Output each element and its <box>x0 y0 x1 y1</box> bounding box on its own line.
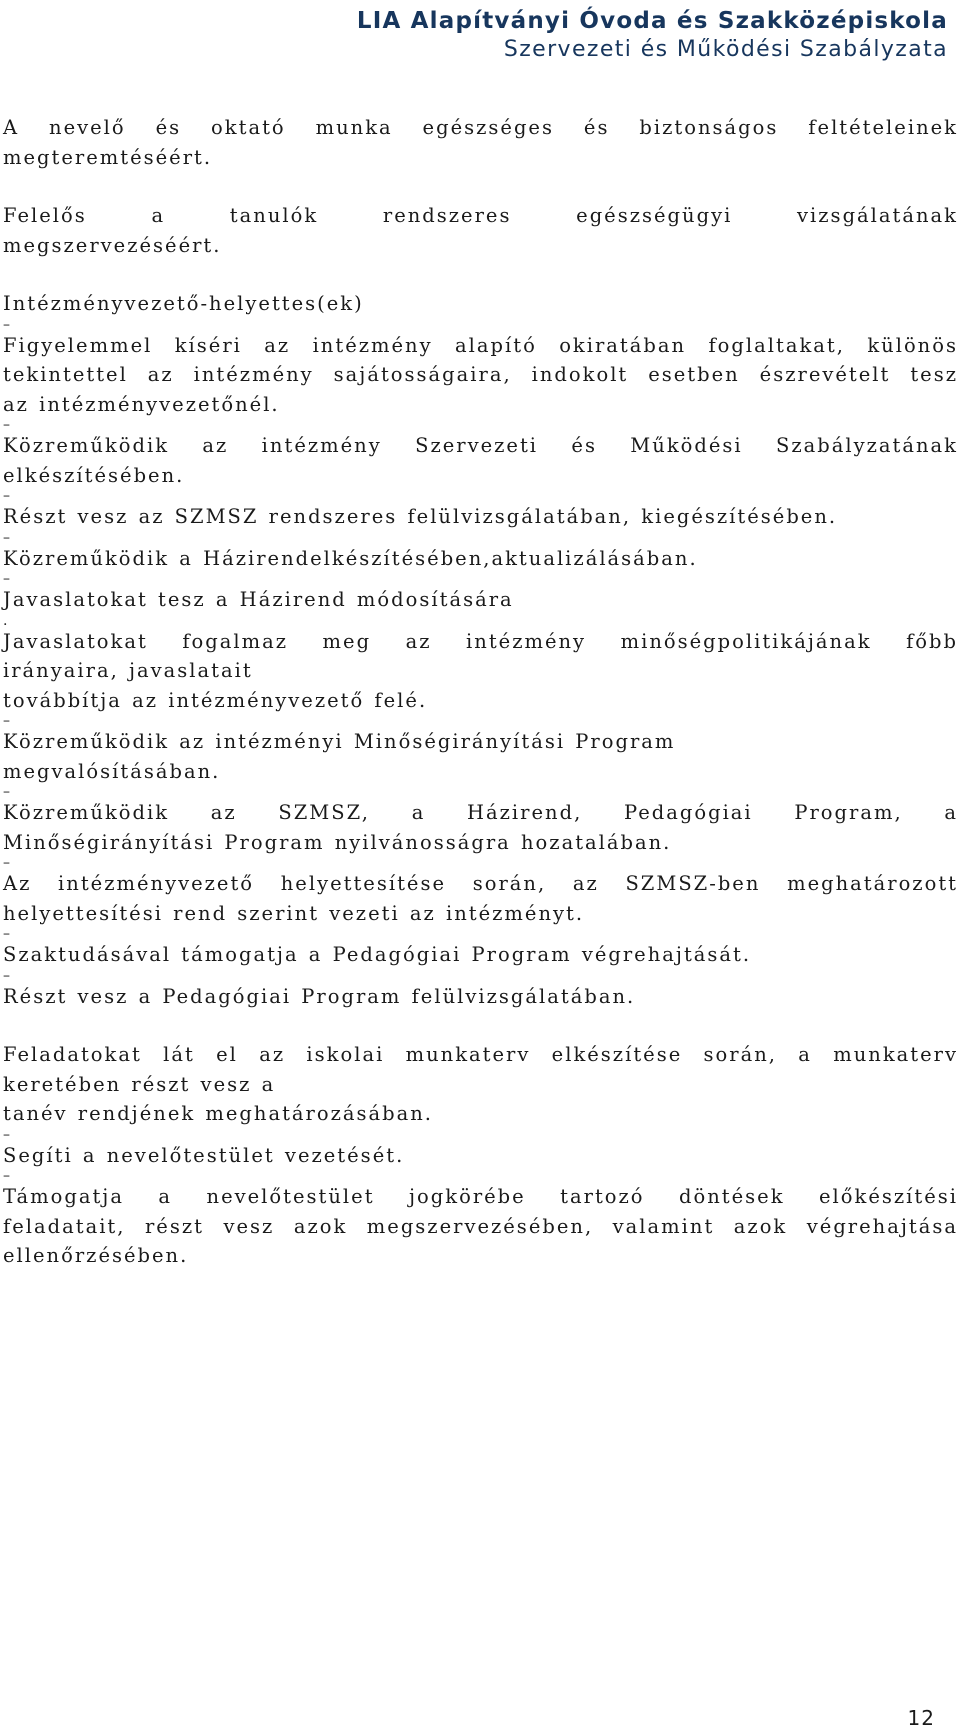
list-dash: – <box>3 967 10 984</box>
list-item-line: Az intézményvezető helyettesítése során, az SZMSZ-ben meghatározott <box>3 872 958 895</box>
list-dash: – <box>3 571 10 587</box>
list-item-line: feladatait, részt vesz azok megszervezésében, valamint azok végrehajtása <box>3 1214 958 1238</box>
header-title: LIA Alapítványi Óvoda és Szakközépiskola <box>356 8 948 34</box>
list-dash: – <box>3 784 10 800</box>
list-item-line: Közreműködik a Házirendelkészítésében,aktualizálásában. <box>3 546 698 570</box>
section-heading: Intézményvezető-helyettes(ek) <box>3 292 364 315</box>
list-item-line: Támogatja a nevelőtestület jogkörébe tartozó döntések előkészítési <box>3 1185 958 1208</box>
paragraph-line: megszervezéséért. <box>3 233 222 257</box>
list-item-line: helyettesítési rend szerint vezeti az intézményt. <box>3 901 585 925</box>
page-header <box>357 6 948 64</box>
list-item-line: Javaslatokat fogalmaz meg az intézmény minőségpolitikájának főbb <box>3 629 958 653</box>
page-number: 12 <box>907 1706 935 1730</box>
paragraph-line: Felelős a tanulók rendszeres egészségügyi vizsgálatának <box>3 204 958 227</box>
list-item-line: tanév rendjének meghatározásában. <box>3 1102 433 1125</box>
list-dash: – <box>3 926 10 942</box>
list-item-line: ellenőrzésében. <box>3 1244 189 1267</box>
list-dash: – <box>3 529 10 546</box>
list-dash: – <box>3 1126 10 1143</box>
list-item-line: Javaslatokat tesz a Házirend módosítására <box>3 588 514 611</box>
list-item-line: Részt vesz az SZMSZ rendszeres felülvizsgálatában, kiegészítésében. <box>3 505 838 528</box>
list-item-line: Figyelemmel kíséri az intézmény alapító okiratában foglaltakat, különös <box>3 333 958 357</box>
list-dot: . <box>3 612 8 629</box>
list-item-line: továbbítja az intézményvezető felé. <box>3 688 428 712</box>
list-item-line: Feladatokat lát el az iskolai munkaterv elkészítése során, a munkaterv <box>3 1043 958 1066</box>
list-item-line: Közreműködik az intézmény Szervezeti és Működési Szabályzatának <box>3 434 958 457</box>
list-dash: – <box>3 417 10 433</box>
list-item-line: Közreműködik az intézményi Minőségirányítási Program <box>3 730 676 753</box>
list-item-line: az intézményvezetőnél. <box>3 392 280 416</box>
list-dash: – <box>3 713 10 729</box>
list-item-line: tekintettel az intézmény sajátosságaira, indokolt esetben észrevételt tesz <box>3 363 958 386</box>
list-item-line: Közreműködik az SZMSZ, a Házirend, Pedagógiai Program, a <box>3 801 958 824</box>
header-subtitle: Szervezeti és Működési Szabályzata <box>503 37 948 62</box>
list-item-line: keretében részt vesz a <box>3 1072 276 1096</box>
paragraph-line: megteremtéséért. <box>3 145 213 169</box>
list-dash: – <box>3 1168 10 1184</box>
list-item-line: Szaktudásával támogatja a Pedagógiai Program végrehajtását. <box>3 943 752 966</box>
list-item-line: irányaira, javaslatait <box>3 659 253 682</box>
paragraph-line: A nevelő és oktató munka egészséges és biztonságos feltételeinek <box>3 116 958 139</box>
list-item-line: elkészítésében. <box>3 463 185 487</box>
list-dash: – <box>3 488 10 504</box>
list-item-line: Segíti a nevelőtestület vezetését. <box>3 1143 405 1167</box>
document-body <box>3 113 958 1271</box>
list-dash: – <box>3 855 10 871</box>
list-item-line: Részt vesz a Pedagógiai Program felülvizsgálatában. <box>3 984 636 1008</box>
list-item-line: Minőségirányítási Program nyilvánosságra hozatalában. <box>3 830 672 854</box>
list-dash: – <box>3 316 10 333</box>
list-item-line: megvalósításában. <box>3 759 221 783</box>
